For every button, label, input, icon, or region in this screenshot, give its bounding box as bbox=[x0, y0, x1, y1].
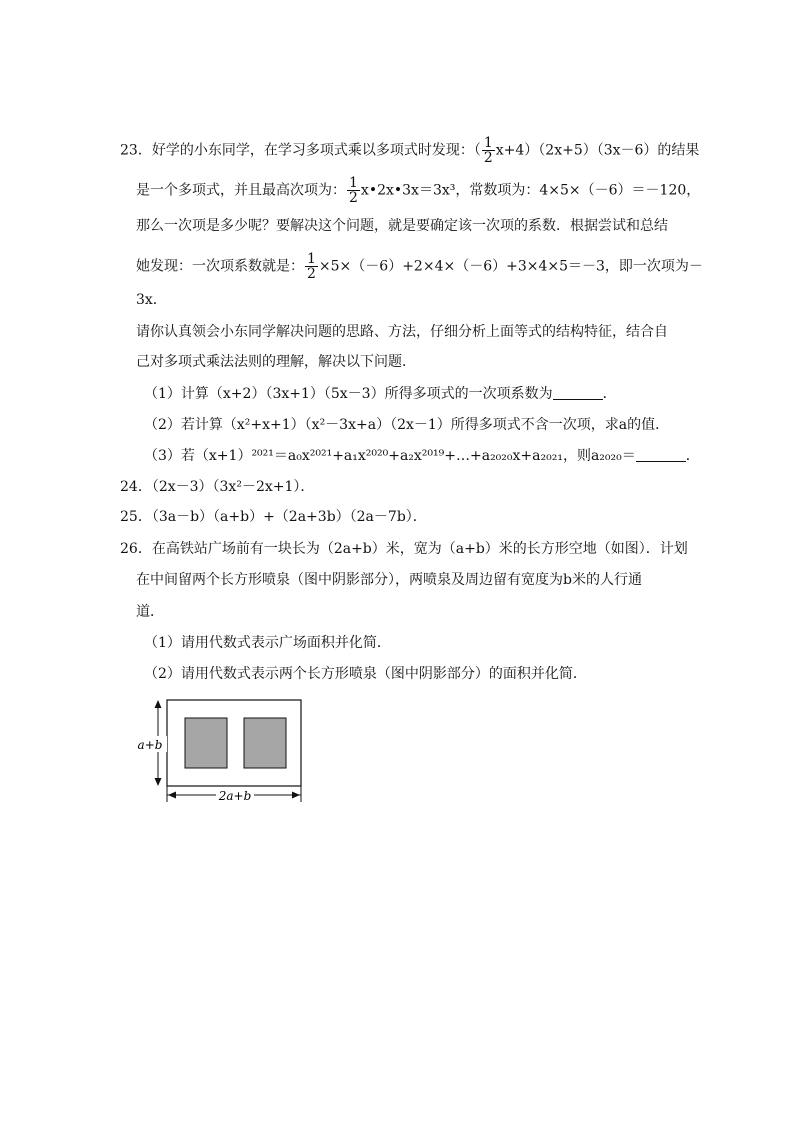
arrow-left-icon bbox=[168, 792, 176, 799]
q23-line-2: 是一个多项式，并且最高次项为： $\frac{1}{2}$ x•2x•3x＝3x³，常数项为：4×5×（－6）＝－120， bbox=[136, 175, 701, 206]
arrow-up-icon bbox=[155, 700, 162, 708]
q23-line-1: 23．好学的小东同学，在学习多项式乘以多项式时发现：（ $\frac{1}{2}$ x+4）（2x+5）（3x－6）的结果 bbox=[120, 135, 700, 166]
q26-line-1: 26．在高铁站广场前有一块长为（2a+b）米，宽为（a+b）米的长方形空地（如图）．计划 bbox=[120, 541, 688, 557]
q23-line-6: 请你认真领会小东同学解决问题的思路、方法，仔细分析上面等式的结构特征，结合自 bbox=[136, 324, 668, 340]
height-label: a+b bbox=[137, 738, 163, 752]
fraction-half: $\frac{1}{2}$ bbox=[483, 135, 493, 166]
q26-line-3: 道． bbox=[136, 604, 164, 620]
q24-text: 24．（2x－3）（3x²－2x+1）． bbox=[120, 479, 315, 495]
q23-number: 23． bbox=[120, 142, 152, 159]
q25-text: 25．（3a－b）（a+b）+（2a+3b）（2a－7b）． bbox=[120, 509, 427, 525]
q23-line-5: 3x． bbox=[136, 292, 167, 308]
q26-part-1: （1）请用代数式表示广场面积并化简． bbox=[144, 635, 391, 651]
answer-blank[interactable] bbox=[553, 385, 603, 400]
fountain-right bbox=[244, 718, 286, 768]
q23-line-4: 她发现：一次项系数就是： $\frac{1}{2}$ ×5×（－6）+2×4×（－6）+3×4×5＝－3，即一次项为－ bbox=[136, 251, 703, 282]
fraction-half: $\frac{1}{2}$ bbox=[307, 251, 316, 282]
q26-line-2: 在中间留两个长方形喷泉（图中阴影部分），两喷泉及周边留有宽度为b米的人行通 bbox=[136, 572, 642, 588]
q23-line-7: 己对多项式乘法法则的理解，解决以下问题． bbox=[136, 354, 416, 370]
arrow-down-icon bbox=[155, 778, 162, 786]
fraction-half: $\frac{1}{2}$ bbox=[349, 175, 358, 206]
q23-part-3: （3）若（x+1）²⁰²¹＝a₀x²⁰²¹+a₁x²⁰²⁰+a₂x²⁰¹⁹+…+a₂₀₂₀x+a₂₀₂₁，则a₂₀₂₀＝ ． bbox=[144, 448, 700, 464]
fountain-left bbox=[185, 718, 227, 768]
q26-part-2: （2）请用代数式表示两个长方形喷泉（图中阴影部分）的面积并化简． bbox=[144, 666, 587, 682]
q23-line-3: 那么一次项是多少呢？要解决这个问题，就是要确定该一次项的系数．根据尝试和总结 bbox=[136, 218, 668, 234]
q23-part-2: （2）若计算（x²+x+1）（x²－3x+a）（2x－1）所得多项式不含一次项，求a的值． bbox=[144, 417, 670, 433]
answer-blank[interactable] bbox=[636, 447, 686, 462]
width-label: 2a+b bbox=[218, 789, 252, 803]
q23-part-1: （1）计算（x+2）（3x+1）（5x－3）所得多项式的一次项系数为 ． bbox=[144, 386, 617, 402]
arrow-right-icon bbox=[292, 792, 300, 799]
plaza-diagram bbox=[130, 694, 310, 804]
